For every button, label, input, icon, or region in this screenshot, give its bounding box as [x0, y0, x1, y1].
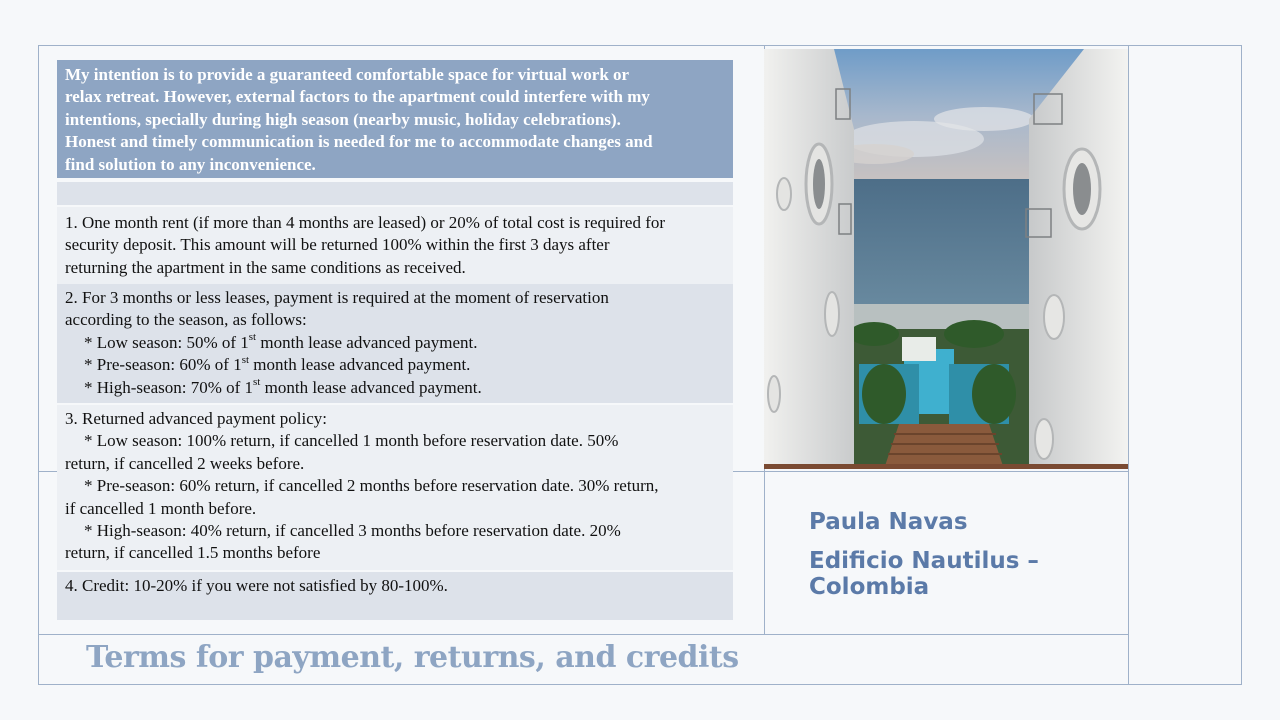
empty-row	[57, 182, 733, 205]
frame-left	[38, 45, 39, 685]
rule-2-line: according to the season, as follows:	[65, 310, 307, 330]
frame-top	[38, 45, 1242, 46]
owner-name: Paula Navas	[809, 509, 968, 535]
building-name-line-2: Colombia	[809, 574, 930, 600]
intro-header-cell	[57, 60, 733, 178]
page-title: Terms for payment, returns, and credits	[86, 640, 739, 675]
divider-footer-h	[38, 634, 1128, 635]
rule-2-item: * Low season: 50% of 1st month lease advanced payment.	[84, 331, 478, 352]
rule-3-line: * Low season: 100% return, if cancelled 1 month before reservation date. 50%	[84, 431, 619, 451]
frame-bottom	[38, 684, 1242, 685]
rule-1-line: security deposit. This amount will be returned 100% within the first 3 days after	[65, 235, 610, 255]
rule-3-line: * High-season: 40% return, if cancelled 3 months before reservation date. 20%	[84, 521, 621, 541]
rule-2-line: 2. For 3 months or less leases, payment is required at the moment of reservation	[65, 288, 609, 307]
rule-3-line: * Pre-season: 60% return, if cancelled 2 months before reservation date. 30% return,	[84, 476, 659, 496]
rule-1-line: returning the apartment in the same conditions as received.	[65, 257, 466, 277]
apartment-sea-view-photo	[764, 49, 1128, 469]
rule-3-line: 3. Returned advanced payment policy:	[65, 409, 327, 428]
building-name	[809, 548, 1039, 600]
rule-3-line: if cancelled 1 month before.	[65, 498, 257, 518]
intro-line: intentions, specially during high season (nearby music, holiday celebrations).	[65, 109, 621, 129]
intro-line: My intention is to provide a guaranteed comfortable space for virtual work or	[65, 65, 630, 84]
rule-2-row	[57, 284, 733, 403]
rule-4-row	[57, 572, 733, 620]
rule-4-line: 4. Credit: 10-20% if you were not satisfied by 80-100%.	[65, 576, 448, 595]
rule-3-line: return, if cancelled 2 weeks before.	[65, 453, 305, 473]
rule-3-row	[57, 405, 733, 570]
intro-line: relax retreat. However, external factors to the apartment could interfere with my	[65, 87, 650, 107]
rule-1-line: 1. One month rent (if more than 4 months are leased) or 20% of total cost is required for	[65, 213, 666, 232]
rule-2-item: * High-season: 70% of 1st month lease advanced payment.	[84, 375, 482, 397]
rule-3-line: return, if cancelled 1.5 months before	[65, 543, 321, 563]
divider-v2	[1128, 45, 1129, 685]
intro-line: find solution to any inconvenience.	[65, 154, 316, 174]
intro-line: Honest and timely communication is needed for me to accommodate changes and	[65, 132, 653, 152]
building-name-line-1: Edificio Nautilus –	[809, 548, 1039, 574]
frame-right	[1241, 45, 1242, 685]
rule-2-item: * Pre-season: 60% of 1st month lease advanced payment.	[84, 353, 471, 375]
